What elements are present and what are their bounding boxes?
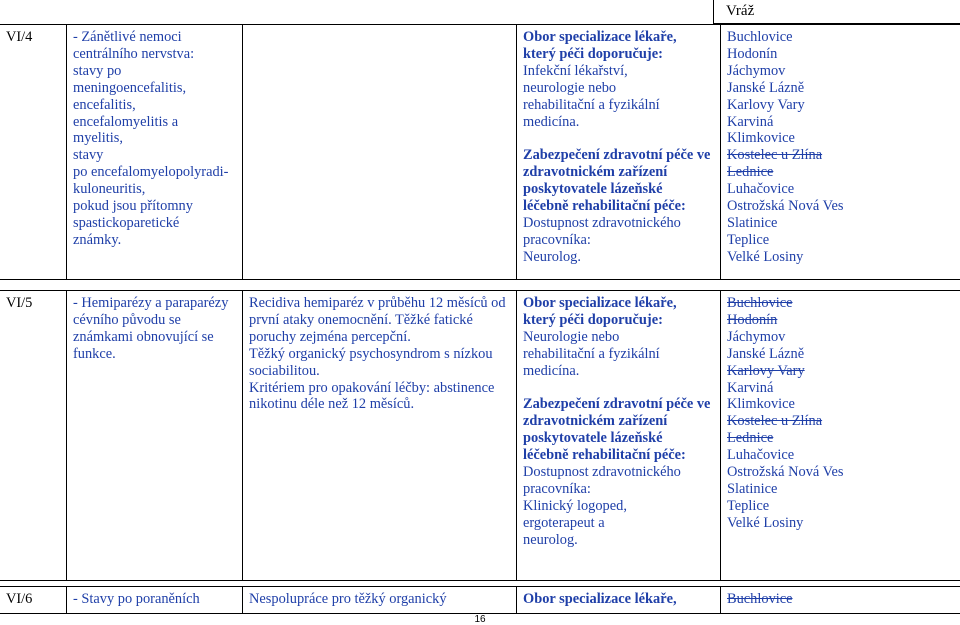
spacer	[523, 380, 714, 397]
referral-text-line: rehabilitační a fyzikální	[523, 96, 660, 113]
code-cell	[0, 25, 66, 279]
spa-item: Kostelec u Zlína	[727, 147, 823, 164]
diagnosis-line: - Hemiparézy a paraparézy	[73, 295, 229, 311]
criteria-cell	[242, 587, 516, 613]
spa-item: Kostelec u Zlína	[727, 413, 823, 430]
spa-item: Teplice	[727, 231, 770, 248]
criteria-cell	[242, 291, 516, 580]
spa-item: Janské Lázně	[727, 345, 805, 362]
referral-heading-line: který péči doporučuje:	[523, 45, 663, 62]
code-cell	[0, 587, 66, 613]
spa-item: Klimkovice	[727, 396, 795, 413]
criteria-line: sociabilitou.	[249, 362, 320, 379]
referral-text-line: neurologie nebo	[523, 79, 617, 96]
diagnosis-line: po encefalomyelopolyradi-	[73, 164, 229, 181]
spa-item: Lednice	[727, 164, 774, 181]
provision-text-line: pracovníka:	[523, 231, 591, 248]
diagnosis-line: - Stavy po poraněních	[73, 591, 200, 607]
spacer	[523, 130, 714, 147]
spa-item: Hodonín	[727, 45, 778, 62]
spa-list-cell	[720, 291, 960, 580]
criteria-line: Kritériem pro opakování léčby: abstinence	[249, 379, 495, 396]
diagnosis-line: známkami obnovující se	[73, 328, 214, 345]
provision-heading-line: poskytovatele lázeňské	[523, 430, 663, 447]
diagnosis-line: spastickoparetické	[73, 214, 180, 231]
row-code: VI/4	[6, 29, 33, 45]
care-cell	[516, 291, 720, 580]
care-cell	[516, 25, 720, 279]
provision-text-line: Dostupnost zdravotnického	[523, 214, 681, 231]
spa-item: Velké Losiny	[727, 248, 804, 265]
row-code: VI/6	[6, 591, 33, 607]
diagnosis-line: myelitis,	[73, 130, 123, 147]
referral-heading-line: který péči doporučuje:	[523, 311, 663, 328]
diagnosis-line: meningoencefalitis,	[73, 79, 187, 96]
diagnosis-line: pokud jsou přítomny	[73, 198, 193, 215]
referral-text-line: Infekční lékařství,	[523, 62, 628, 79]
diagnosis-line: encefalitis,	[73, 96, 136, 113]
provision-heading-line: zdravotnickém zařízení	[523, 413, 668, 430]
referral-text-line: Neurologie nebo	[523, 328, 620, 345]
page-number: 16	[474, 614, 486, 625]
diagnosis-line: encefalomyelitis a	[73, 113, 179, 130]
diagnosis-line: - Zánětlivé nemoci	[73, 29, 182, 45]
spa-item: Ostrožská Nová Ves	[727, 464, 844, 481]
spa-item: Luhačovice	[727, 447, 795, 464]
criteria-line: Nespolupráce pro těžký organický	[249, 591, 447, 607]
provision-heading-line: Zabezpečení zdravotní péče ve	[523, 396, 711, 413]
table-row	[0, 290, 960, 581]
provision-heading-line: zdravotnickém zařízení	[523, 164, 668, 181]
spa-item: Jáchymov	[727, 328, 786, 345]
spa-item: Karlovy Vary	[727, 362, 805, 379]
diagnosis-cell	[66, 291, 242, 580]
referral-heading-line: Obor specializace lékaře,	[523, 295, 677, 311]
provision-text-line: pracovníka:	[523, 480, 591, 497]
diagnosis-line: funkce.	[73, 345, 116, 362]
referral-heading-line: Obor specializace lékaře,	[523, 29, 677, 45]
spa-item: Velké Losiny	[727, 514, 804, 531]
referral-text-line: rehabilitační a fyzikální	[523, 345, 660, 362]
spa-item: Hodonín	[727, 311, 778, 328]
care-cell	[516, 587, 720, 613]
criteria-cell	[242, 25, 516, 279]
referral-heading-line: Obor specializace lékaře,	[523, 591, 677, 607]
spa-item: Slatinice	[727, 214, 778, 231]
spa-item: Karviná	[727, 379, 774, 396]
diagnosis-cell	[66, 25, 242, 279]
spa-item: Jáchymov	[727, 62, 786, 79]
spa-item: Buchlovice	[727, 591, 793, 607]
spa-item: Slatinice	[727, 480, 778, 497]
criteria-line: poruchy zejména percepční.	[249, 328, 411, 345]
provision-heading-line: poskytovatele lázeňské	[523, 181, 663, 198]
referral-text-line: medicína.	[523, 362, 580, 379]
diagnosis-line: cévního původu se	[73, 311, 181, 328]
spa-item: Teplice	[727, 497, 770, 514]
spa-item: Buchlovice	[727, 29, 793, 45]
provision-text-line: neurolog.	[523, 531, 578, 548]
provision-text-line: Neurolog.	[523, 248, 581, 265]
code-cell	[0, 291, 66, 580]
spa-item: Ostrožská Nová Ves	[727, 198, 844, 215]
criteria-line: první ataky onemocnění. Těžké fatické	[249, 311, 473, 328]
table-row	[0, 586, 960, 614]
provision-heading-line: léčebně rehabilitační péče:	[523, 198, 686, 215]
provision-text-line: Dostupnost zdravotnického	[523, 464, 681, 481]
criteria-line: Těžký organický psychosyndrom s nízkou	[249, 345, 493, 362]
criteria-line: Recidiva hemiparéz v průběhu 12 měsíců od	[249, 295, 506, 311]
diagnosis-line: centrálního nervstva:	[73, 45, 195, 62]
diagnosis-line: známky.	[73, 231, 122, 248]
spa-item: Janské Lázně	[727, 79, 805, 96]
spa-list-cell	[720, 587, 960, 613]
provision-text-line: ergoterapeut a	[523, 514, 605, 531]
row-code: VI/5	[6, 295, 33, 311]
spa-item: Klimkovice	[727, 130, 795, 147]
provision-text-line: Klinický logoped,	[523, 497, 627, 514]
spa-list-cell	[720, 25, 960, 279]
spa-item: Buchlovice	[727, 295, 793, 311]
diagnosis-line: stavy po	[73, 62, 122, 79]
referral-text-line: medicína.	[523, 113, 580, 130]
spa-item: Karlovy Vary	[727, 96, 805, 113]
table-row	[0, 24, 960, 280]
criteria-line: nikotinu déle než 12 měsíců.	[249, 396, 415, 413]
header-label: Vráž	[726, 3, 755, 19]
diagnosis-line: kuloneuritis,	[73, 181, 146, 198]
spa-item: Lednice	[727, 430, 774, 447]
spa-item: Luhačovice	[727, 181, 795, 198]
diagnosis-cell	[66, 587, 242, 613]
provision-heading-line: léčebně rehabilitační péče:	[523, 447, 686, 464]
provision-heading-line: Zabezpečení zdravotní péče ve	[523, 147, 711, 164]
table-header-cell	[713, 0, 960, 24]
diagnosis-line: stavy	[73, 147, 104, 164]
spa-item: Karviná	[727, 113, 774, 130]
